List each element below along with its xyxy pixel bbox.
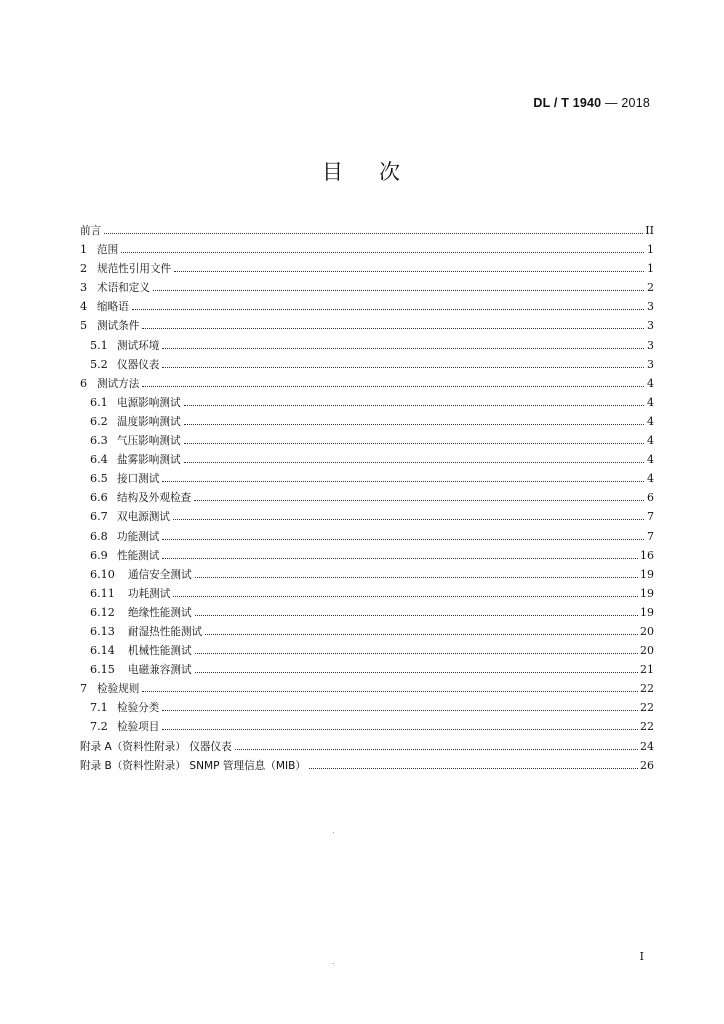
toc-entry[interactable] [80, 450, 654, 469]
standard-number [533, 96, 650, 110]
toc-entry-page: 22 [640, 682, 654, 696]
toc-entry-number: 7.1 [90, 701, 108, 715]
toc-entry-label: 检验项目 [117, 721, 160, 734]
toc-entry-number: 3 [80, 281, 88, 295]
toc-entry[interactable] [80, 316, 654, 335]
dot-leader [173, 595, 638, 597]
toc-entry[interactable] [80, 278, 654, 297]
toc-entry-number: 6.15 [90, 663, 115, 677]
dot-leader [195, 614, 638, 616]
dot-leader [132, 308, 644, 310]
toc-entry-label: 接口测试 [117, 473, 160, 486]
dot-leader [195, 652, 638, 654]
toc-entry-number: 6.6 [90, 491, 108, 505]
dot-leader [184, 461, 644, 463]
toc-entry[interactable] [80, 641, 654, 660]
toc-entry-label: 温度影响测试 [117, 415, 181, 428]
toc-entry[interactable] [80, 546, 654, 565]
toc-entry-page: 7 [647, 529, 654, 543]
toc-entry-label: 测试方法 [97, 377, 140, 390]
toc-entry-page: II [645, 224, 654, 237]
toc-title-right: 次 [379, 160, 402, 184]
toc-entry-page: 22 [640, 720, 654, 734]
toc-entry-label: 盐雾影响测试 [117, 454, 181, 467]
toc-entry-page: 3 [647, 357, 654, 371]
toc-entry[interactable] [80, 431, 654, 450]
toc-entry-label: 电源影响测试 [117, 396, 181, 409]
toc-entry-page: 4 [647, 434, 654, 448]
toc-entry-number: 6.5 [90, 472, 108, 486]
toc-entry-label: 检验规则 [97, 683, 140, 696]
toc-entry[interactable] [80, 469, 654, 488]
toc-entry-page: 4 [647, 472, 654, 486]
standard-year: — 2018 [605, 96, 650, 110]
toc-entry-label: 测试条件 [97, 320, 140, 333]
table-of-contents [80, 221, 654, 775]
toc-entry[interactable] [80, 679, 654, 698]
toc-entry[interactable] [80, 565, 654, 584]
toc-entry[interactable] [80, 737, 654, 756]
toc-entry-label: 测试环境 [117, 339, 160, 352]
dot-leader [195, 671, 638, 673]
toc-entry-label: 术语和定义 [97, 282, 150, 295]
toc-entry[interactable] [80, 221, 654, 240]
toc-entry-number: 5 [80, 319, 88, 333]
dot-leader [121, 251, 644, 253]
dot-leader [309, 767, 638, 769]
dot-leader [162, 538, 644, 540]
toc-entry-label: 耐湿热性能测试 [128, 625, 203, 638]
dot-leader [162, 709, 638, 711]
toc-entry-label: 气压影响测试 [117, 435, 181, 448]
dot-leader [142, 690, 638, 692]
toc-entry-page: 26 [640, 758, 654, 772]
dot-leader [162, 366, 644, 368]
toc-entry[interactable] [80, 355, 654, 374]
dot-leader [104, 232, 643, 234]
toc-entry-label: 附录 A（资料性附录） 仪器仪表 [80, 740, 232, 753]
dot-leader [194, 499, 644, 501]
toc-entry[interactable] [80, 412, 654, 431]
toc-entry-page: 22 [640, 701, 654, 715]
toc-entry-number: 4 [80, 300, 88, 314]
dot-leader [195, 576, 638, 578]
toc-entry-page: 3 [647, 338, 654, 352]
toc-entry-number: 6.13 [90, 624, 115, 638]
toc-entry-number: 6.7 [90, 510, 108, 524]
toc-entry[interactable] [80, 717, 654, 736]
toc-entry-page: 16 [640, 548, 654, 562]
toc-entry-number: 6.9 [90, 548, 108, 562]
toc-entry-label: 范围 [97, 244, 119, 257]
toc-entry-page: 20 [640, 644, 654, 658]
toc-entry-page: 1 [647, 262, 654, 276]
dot-leader [162, 480, 644, 482]
toc-entry-label: 仪器仪表 [117, 358, 160, 371]
toc-entry-page: 6 [647, 491, 654, 505]
toc-entry-number: 1 [80, 243, 88, 257]
toc-entry-page: 4 [647, 453, 654, 467]
toc-entry-label: 通信安全测试 [128, 568, 192, 581]
toc-entry-page: 24 [640, 739, 654, 753]
standard-code: DL / T 1940 [533, 96, 602, 110]
toc-entry-page: 4 [647, 414, 654, 428]
toc-entry[interactable] [80, 622, 654, 641]
dot-leader [142, 327, 644, 329]
toc-entry-number: 7.2 [90, 720, 108, 734]
toc-entry-number: 7 [80, 682, 88, 696]
dot-leader [162, 728, 638, 730]
toc-entry-page: 1 [647, 243, 654, 257]
toc-entry[interactable] [80, 393, 654, 412]
toc-entry-number: 6.11 [90, 586, 115, 600]
dot-leader [153, 289, 644, 291]
toc-entry[interactable] [80, 488, 654, 507]
toc-entry-label: 双电源测试 [117, 511, 170, 524]
toc-entry-page: 19 [640, 605, 654, 619]
toc-entry-label: 前言 [80, 225, 102, 237]
toc-entry-page: 19 [640, 586, 654, 600]
toc-entry-label: 性能测试 [117, 549, 160, 562]
dot-leader [184, 423, 644, 425]
toc-entry-page: 4 [647, 376, 654, 390]
toc-entry-label: 电磁兼容测试 [128, 664, 192, 677]
toc-entry-label: 结构及外观检查 [117, 492, 192, 505]
toc-entry-label: 附录 B（资料性附录） SNMP 管理信息（MIB） [80, 759, 306, 772]
toc-entry-page: 19 [640, 567, 654, 581]
page-number: I [639, 950, 644, 963]
dot-leader [184, 442, 644, 444]
toc-entry[interactable] [80, 259, 654, 278]
toc-entry[interactable] [80, 336, 654, 355]
toc-entry[interactable] [80, 698, 654, 717]
toc-entry[interactable] [80, 240, 654, 259]
toc-title [0, 156, 724, 186]
toc-entry-label: 缩略语 [97, 301, 129, 314]
toc-entry-label: 机械性能测试 [128, 645, 192, 658]
toc-entry[interactable] [80, 603, 654, 622]
toc-entry-label: 功能测试 [117, 530, 160, 543]
toc-entry-number: 6 [80, 376, 88, 390]
dot-leader [184, 404, 644, 406]
toc-entry-page: 2 [647, 281, 654, 295]
toc-entry[interactable] [80, 660, 654, 679]
toc-entry[interactable] [80, 374, 654, 393]
dot-leader [142, 385, 644, 387]
toc-entry[interactable] [80, 527, 654, 546]
toc-entry-number: 5.1 [90, 338, 108, 352]
toc-entry-label: 检验分类 [117, 702, 160, 715]
dot-leader [173, 518, 644, 520]
dot-leader [162, 557, 638, 559]
dot-leader [162, 347, 644, 349]
toc-title-left: 目 [322, 160, 345, 184]
toc-entry-number: 6.12 [90, 605, 115, 619]
toc-entry-number: 6.8 [90, 529, 108, 543]
toc-entry-number: 2 [80, 262, 88, 276]
toc-entry[interactable] [80, 507, 654, 526]
toc-entry[interactable] [80, 756, 654, 775]
toc-entry-page: 4 [647, 395, 654, 409]
dot-leader [174, 270, 644, 272]
toc-entry[interactable] [80, 297, 654, 316]
dot-leader [205, 633, 638, 635]
toc-entry-page: 3 [647, 319, 654, 333]
toc-entry-number: 6.3 [90, 434, 108, 448]
toc-entry-number: 6.4 [90, 453, 108, 467]
toc-entry-page: 7 [647, 510, 654, 524]
scan-speck [333, 832, 334, 833]
toc-entry-number: 6.10 [90, 567, 115, 581]
toc-entry-label: 绝缘性能测试 [128, 606, 192, 619]
toc-entry-label: 规范性引用文件 [97, 263, 172, 276]
scan-speck [333, 963, 334, 964]
toc-entry-page: 20 [640, 624, 654, 638]
toc-entry-number: 6.1 [90, 395, 108, 409]
toc-entry-label: 功耗测试 [128, 587, 171, 600]
dot-leader [235, 748, 638, 750]
toc-entry[interactable] [80, 584, 654, 603]
toc-entry-number: 5.2 [90, 357, 108, 371]
toc-entry-number: 6.2 [90, 414, 108, 428]
toc-entry-page: 3 [647, 300, 654, 314]
toc-entry-number: 6.14 [90, 644, 115, 658]
toc-entry-page: 21 [640, 663, 654, 677]
